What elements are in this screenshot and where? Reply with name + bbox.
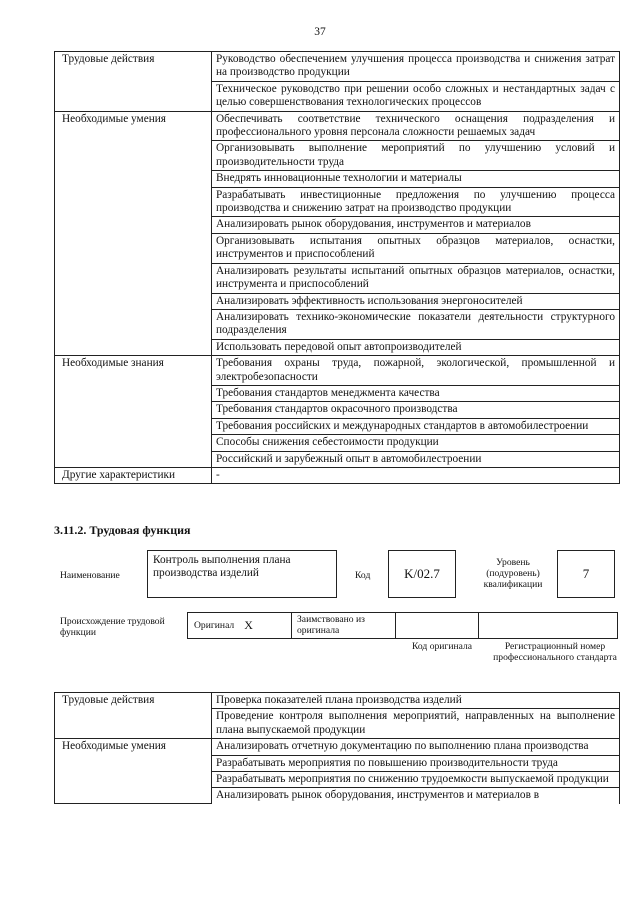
row-item: Обеспечивать соответствие технического оснащения подразделения и профессионального уровня персонала сложности решаемых задач bbox=[212, 111, 620, 141]
original-mark: X bbox=[244, 618, 253, 632]
name-label: Наименование bbox=[60, 570, 120, 581]
table-row bbox=[55, 693, 620, 709]
table-row bbox=[55, 356, 620, 386]
row-item: Требования российских и международных стандартов в автомобилестроении bbox=[212, 418, 620, 434]
row-item: Анализировать технико-экономические показатели деятельности структурного подразделения bbox=[212, 309, 620, 339]
qualification-level-box: 7 bbox=[557, 550, 615, 598]
code-original-cell bbox=[395, 612, 479, 639]
row-item: Использовать передовой опыт автопроизводителей bbox=[212, 339, 620, 355]
row-item: Руководство обеспечением улучшения процесса производства и снижения затрат на производство продукции bbox=[212, 52, 620, 82]
row-item: Разрабатывать мероприятия по повышению производительности труда bbox=[212, 755, 620, 771]
row-item: Анализировать эффективность использования энергоносителей bbox=[212, 293, 620, 309]
row-item: Внедрять инновационные технологии и материалы bbox=[212, 171, 620, 187]
row-category: Необходимые умения bbox=[55, 111, 212, 356]
row-category: Трудовые действия bbox=[55, 52, 212, 112]
row-item: Анализировать рынок оборудования, инструментов и материалов bbox=[212, 217, 620, 233]
table-row bbox=[55, 52, 620, 82]
row-item: Анализировать результаты испытаний опытных образцов материалов, оснастки, инструмента и приспособлений bbox=[212, 263, 620, 293]
row-item: Разрабатывать мероприятия по снижению трудоемкости выпускаемой продукции bbox=[212, 772, 620, 788]
function-name-box: Контроль выполнения плана производства изделий bbox=[147, 550, 337, 598]
page-number: 37 bbox=[314, 26, 326, 38]
level-label: Уровень (подуровень) квалификации bbox=[483, 557, 543, 590]
section-heading: 3.11.2. Трудовая функция bbox=[54, 523, 191, 537]
table-row bbox=[55, 467, 620, 483]
row-item: - bbox=[212, 467, 620, 483]
requirements-table-body bbox=[55, 693, 620, 804]
requirements-table-body bbox=[55, 52, 620, 484]
row-item: Российский и зарубежный опыт в автомобилестроении bbox=[212, 451, 620, 467]
row-item: Проведение контроля выполнения мероприятий, направленных на выполнение плана выпускаемой продукции bbox=[212, 709, 620, 739]
row-item: Требования охраны труда, пожарной, экологической, промышленной и электробезопасности bbox=[212, 356, 620, 386]
row-category: Другие характеристики bbox=[55, 467, 212, 483]
row-item: Организовывать испытания опытных образцов материалов, оснастки, инструментов и приспособлений bbox=[212, 233, 620, 263]
code-label: Код bbox=[355, 570, 371, 581]
table-row bbox=[55, 111, 620, 141]
reg-number-cell bbox=[478, 612, 618, 639]
row-item: Анализировать рынок оборудования, инструментов и материалов в bbox=[212, 788, 620, 804]
reg-number-label: Регистрационный номер профессионального стандарта bbox=[493, 641, 617, 663]
code-original-label: Код оригинала bbox=[411, 641, 473, 652]
origin-row bbox=[188, 612, 618, 639]
row-item: Проверка показателей плана производства изделий bbox=[212, 693, 620, 709]
requirements-table-k01 bbox=[54, 51, 620, 484]
original-label: Оригинал bbox=[194, 620, 235, 631]
requirements-table-k02 bbox=[54, 692, 620, 804]
original-cell bbox=[187, 612, 292, 639]
row-item: Техническое руководство при решении особо сложных и нестандартных задач с целью совершенствования технологических процессов bbox=[212, 81, 620, 111]
origin-label: Происхождение трудовой функции bbox=[60, 616, 165, 638]
function-code-box: K/02.7 bbox=[388, 550, 456, 598]
table-row bbox=[55, 739, 620, 755]
row-item: Способы снижения себестоимости продукции bbox=[212, 435, 620, 451]
row-category: Необходимые умения bbox=[55, 739, 212, 804]
row-category: Необходимые знания bbox=[55, 356, 212, 468]
borrowed-cell: Заимствовано из оригинала bbox=[291, 612, 396, 639]
row-item: Анализировать отчетную документацию по выполнению плана производства bbox=[212, 739, 620, 755]
row-item: Разрабатывать инвестиционные предложения по улучшению процесса производства и снижению затрат на производство продукции bbox=[212, 187, 620, 217]
row-item: Требования стандартов менеджмента качества bbox=[212, 385, 620, 401]
row-category: Трудовые действия bbox=[55, 693, 212, 739]
row-item: Организовывать выполнение мероприятий по улучшению условий и производительности труда bbox=[212, 141, 620, 171]
row-item: Требования стандартов окрасочного производства bbox=[212, 402, 620, 418]
